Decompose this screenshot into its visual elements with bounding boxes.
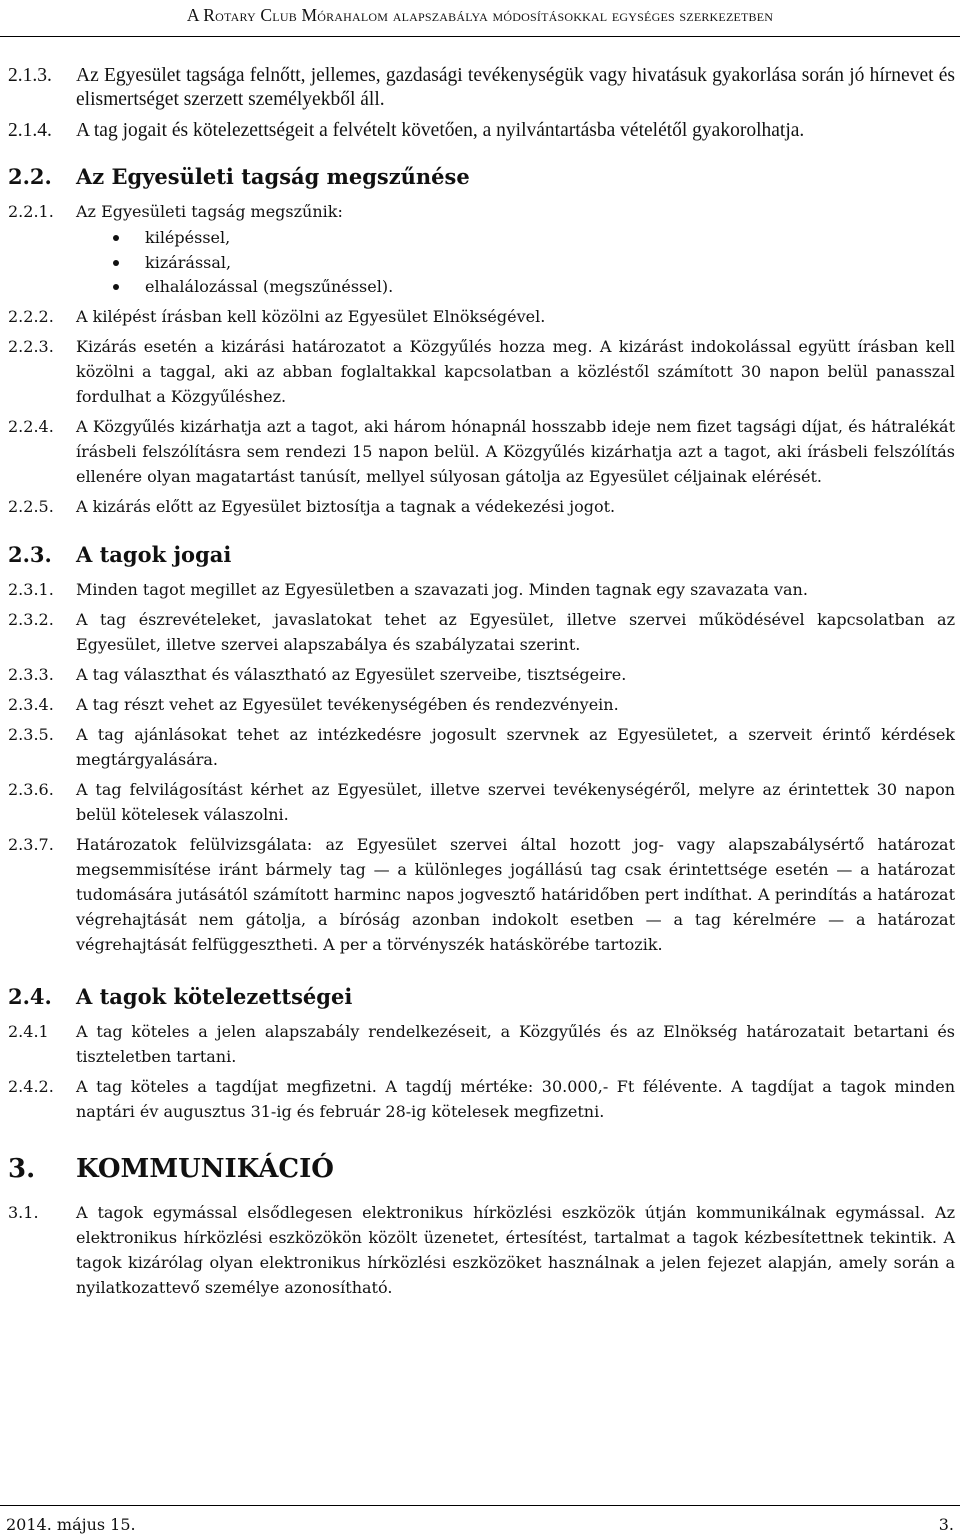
clause-number: 2.2.2. [8, 306, 54, 326]
clause-text: A tag ajánlásokat tehet az intézkedésre jogosult szervnek az Egyesületet, a szerveit érintő kérdések megtárgyalására. [76, 724, 955, 769]
section-heading-2-4 [8, 983, 955, 1011]
clause-2-1-3 [8, 64, 955, 112]
clause-text: A Közgyűlés kizárhatja azt a tagot, aki három hónapnál hosszabb ideje nem fizet tagsági díjat, és hátralékát írásbeli felszólításra sem rendezi 15 napon belül. A Közgyűlés kizárhatja azt a tagot, aki írásbeli felszólítás ellenére olyan magatartást tanúsít, mellyel súlyosan gátolja az Egyesület céljainak elérését. [76, 416, 955, 486]
termination-list [8, 226, 955, 300]
footer-date: 2014. május 15. [6, 1515, 136, 1534]
clause-text: A tag részt vehet az Egyesület tevékenységében és rendezvényein. [76, 694, 619, 714]
clause-2-2-5 [8, 494, 955, 519]
clause-number: 2.2.5. [8, 496, 54, 516]
section-title: A tagok jogai [76, 541, 232, 567]
clause-3-1 [8, 1200, 955, 1300]
list-item: elhalálozással (megszűnéssel). [145, 275, 955, 300]
section-title: Az Egyesületi tagság megszűnése [76, 164, 470, 189]
clause-number: 2.1.4. [8, 120, 52, 141]
clause-number: 2.2.4. [8, 416, 54, 436]
clause-number: 2.2.3. [8, 336, 54, 356]
clause-number: 2.3.5. [8, 724, 54, 744]
clause-2-4-2 [8, 1074, 955, 1124]
list-item: kizárással, [145, 251, 955, 276]
clause-number: 2.1.3. [8, 65, 52, 86]
list-item: kilépéssel, [145, 226, 955, 251]
clause-text: Az Egyesületi tagság megszűnik: [76, 202, 343, 221]
clause-2-2-1 [8, 199, 955, 224]
clause-text: A tag választhat és választható az Egyesület szerveibe, tisztségeire. [76, 664, 627, 684]
clause-number: 3.1. [8, 1202, 39, 1222]
clause-number: 2.3.6. [8, 779, 54, 799]
clause-2-3-2 [8, 607, 955, 657]
clause-text: A tag köteles a jelen alapszabály rendelkezéseit, a Közgyűlés és az Elnökség határozatait betartani és tiszteletben tartani. [76, 1021, 955, 1066]
clause-text: Az Egyesület tagsága felnőtt, jellemes, gazdasági tevékenységük vagy hivatásuk gyakorlása során jó hírnevet és elismertséget szerzett személyekből áll. [76, 65, 955, 110]
clause-2-3-6 [8, 777, 955, 827]
clause-text: A tag jogait és kötelezettségeit a felvételt követően, a nyilvántartásba vételétől gyakorolhatja. [76, 120, 805, 141]
clause-2-1-4 [8, 119, 955, 143]
clause-number: 2.3.4. [8, 694, 54, 714]
document-body [8, 64, 955, 1305]
section-heading-2-3 [8, 541, 955, 569]
clause-text: A kizárás előtt az Egyesület biztosítja a tagnak a védekezési jogot. [76, 496, 616, 516]
clause-2-3-1 [8, 577, 955, 602]
section-number: 2.3. [8, 541, 52, 567]
clause-number: 2.3.7. [8, 834, 54, 854]
clause-text: Határozatok felülvizsgálata: az Egyesület szervei által hozott jog- vagy alapszabálysértő határozat megsemmisítése iránt bármely tag — a különleges jogállású tag csak érintettsége esetén — a határozat tudomására jutásától számított harminc napos jogvesztő határidőben pert indíthat. A perindítás a határozat végrehajtását nem gátolja, a bíróság azonban indokolt esetben — a tag kérelmére — a határozat végrehajtását felfüggesztheti. A per a törvényszék hatáskörébe tartozik. [76, 834, 955, 954]
clause-text: Minden tagot megillet az Egyesületben a szavazati jog. Minden tagnak egy szavazata van. [76, 579, 808, 599]
clause-text: A tagok egymással elsődlegesen elektronikus hírközlési eszközök útján kommunikálnak egymással. Az elektronikus hírközlési eszközökön közölt üzenetet, értesítést, tartalmat a tagok kézbesítettnek tekintik. A tagok kizárólag olyan elektronikus hírközlési eszközöket használnak a jelen fejezet alapján, amely során a nyilatkozattevő személye azonosítható. [76, 1202, 955, 1297]
clause-text: A tag észrevételeket, javaslatokat tehet az Egyesület, illetve szervei működésével kapcsolatban az Egyesület, illetve szervei alapszabálya és szabályzatai szerint. [76, 609, 955, 654]
section-number: 2.4. [8, 983, 52, 1009]
clause-number: 2.3.1. [8, 579, 54, 599]
clause-text: A tag felvilágosítást kérhet az Egyesület, illetve szervei tevékenységéről, melyre az érintettek 30 napon belül kötelesek válaszolni. [76, 779, 955, 824]
clause-number: 2.4.1 [8, 1021, 49, 1041]
section-number: 2.2. [8, 164, 52, 189]
clause-number: 2.3.2. [8, 609, 54, 629]
clause-2-4-1 [8, 1019, 955, 1069]
page-footer [0, 1505, 960, 1534]
page-header: A Rotary Club Mórahalom alapszabálya módosításokkal egységes szerkezetben [0, 0, 960, 37]
clause-text: A kilépést írásban kell közölni az Egyesület Elnökségével. [76, 306, 546, 326]
clause-text: A tag köteles a tagdíjat megfizetni. A tagdíj mértéke: 30.000,- Ft félévente. A tagdíjat a tagok minden naptári év augusztus 31-ig és február 28-ig kötelesek megfizetni. [76, 1076, 955, 1121]
clause-number: 2.2.1. [8, 202, 54, 221]
clause-2-3-3 [8, 662, 955, 687]
clause-number: 2.4.2. [8, 1076, 54, 1096]
clause-number: 2.3.3. [8, 664, 54, 684]
section-heading-2-2 [8, 163, 955, 191]
page-number: 3. [938, 1515, 954, 1534]
clause-2-3-5 [8, 722, 955, 772]
clause-2-3-7 [8, 832, 955, 957]
clause-2-3-4 [8, 692, 955, 717]
chapter-heading-3 [8, 1154, 955, 1184]
clause-2-2-2 [8, 304, 955, 329]
chapter-title: KOMMUNIKÁCIÓ [76, 1153, 334, 1184]
clause-2-2-4 [8, 414, 955, 489]
clause-2-2-3 [8, 334, 955, 409]
section-title: A tagok kötelezettségei [76, 983, 353, 1009]
clause-text: Kizárás esetén a kizárási határozatot a Közgyűlés hozza meg. A kizárást indokolással együtt írásban kell közölni a taggal, aki az abban foglaltakkal kapcsolatban a közléstől számított 30 napon belül panasszal fordulhat a Közgyűléshez. [76, 336, 955, 406]
chapter-number: 3. [8, 1153, 36, 1184]
